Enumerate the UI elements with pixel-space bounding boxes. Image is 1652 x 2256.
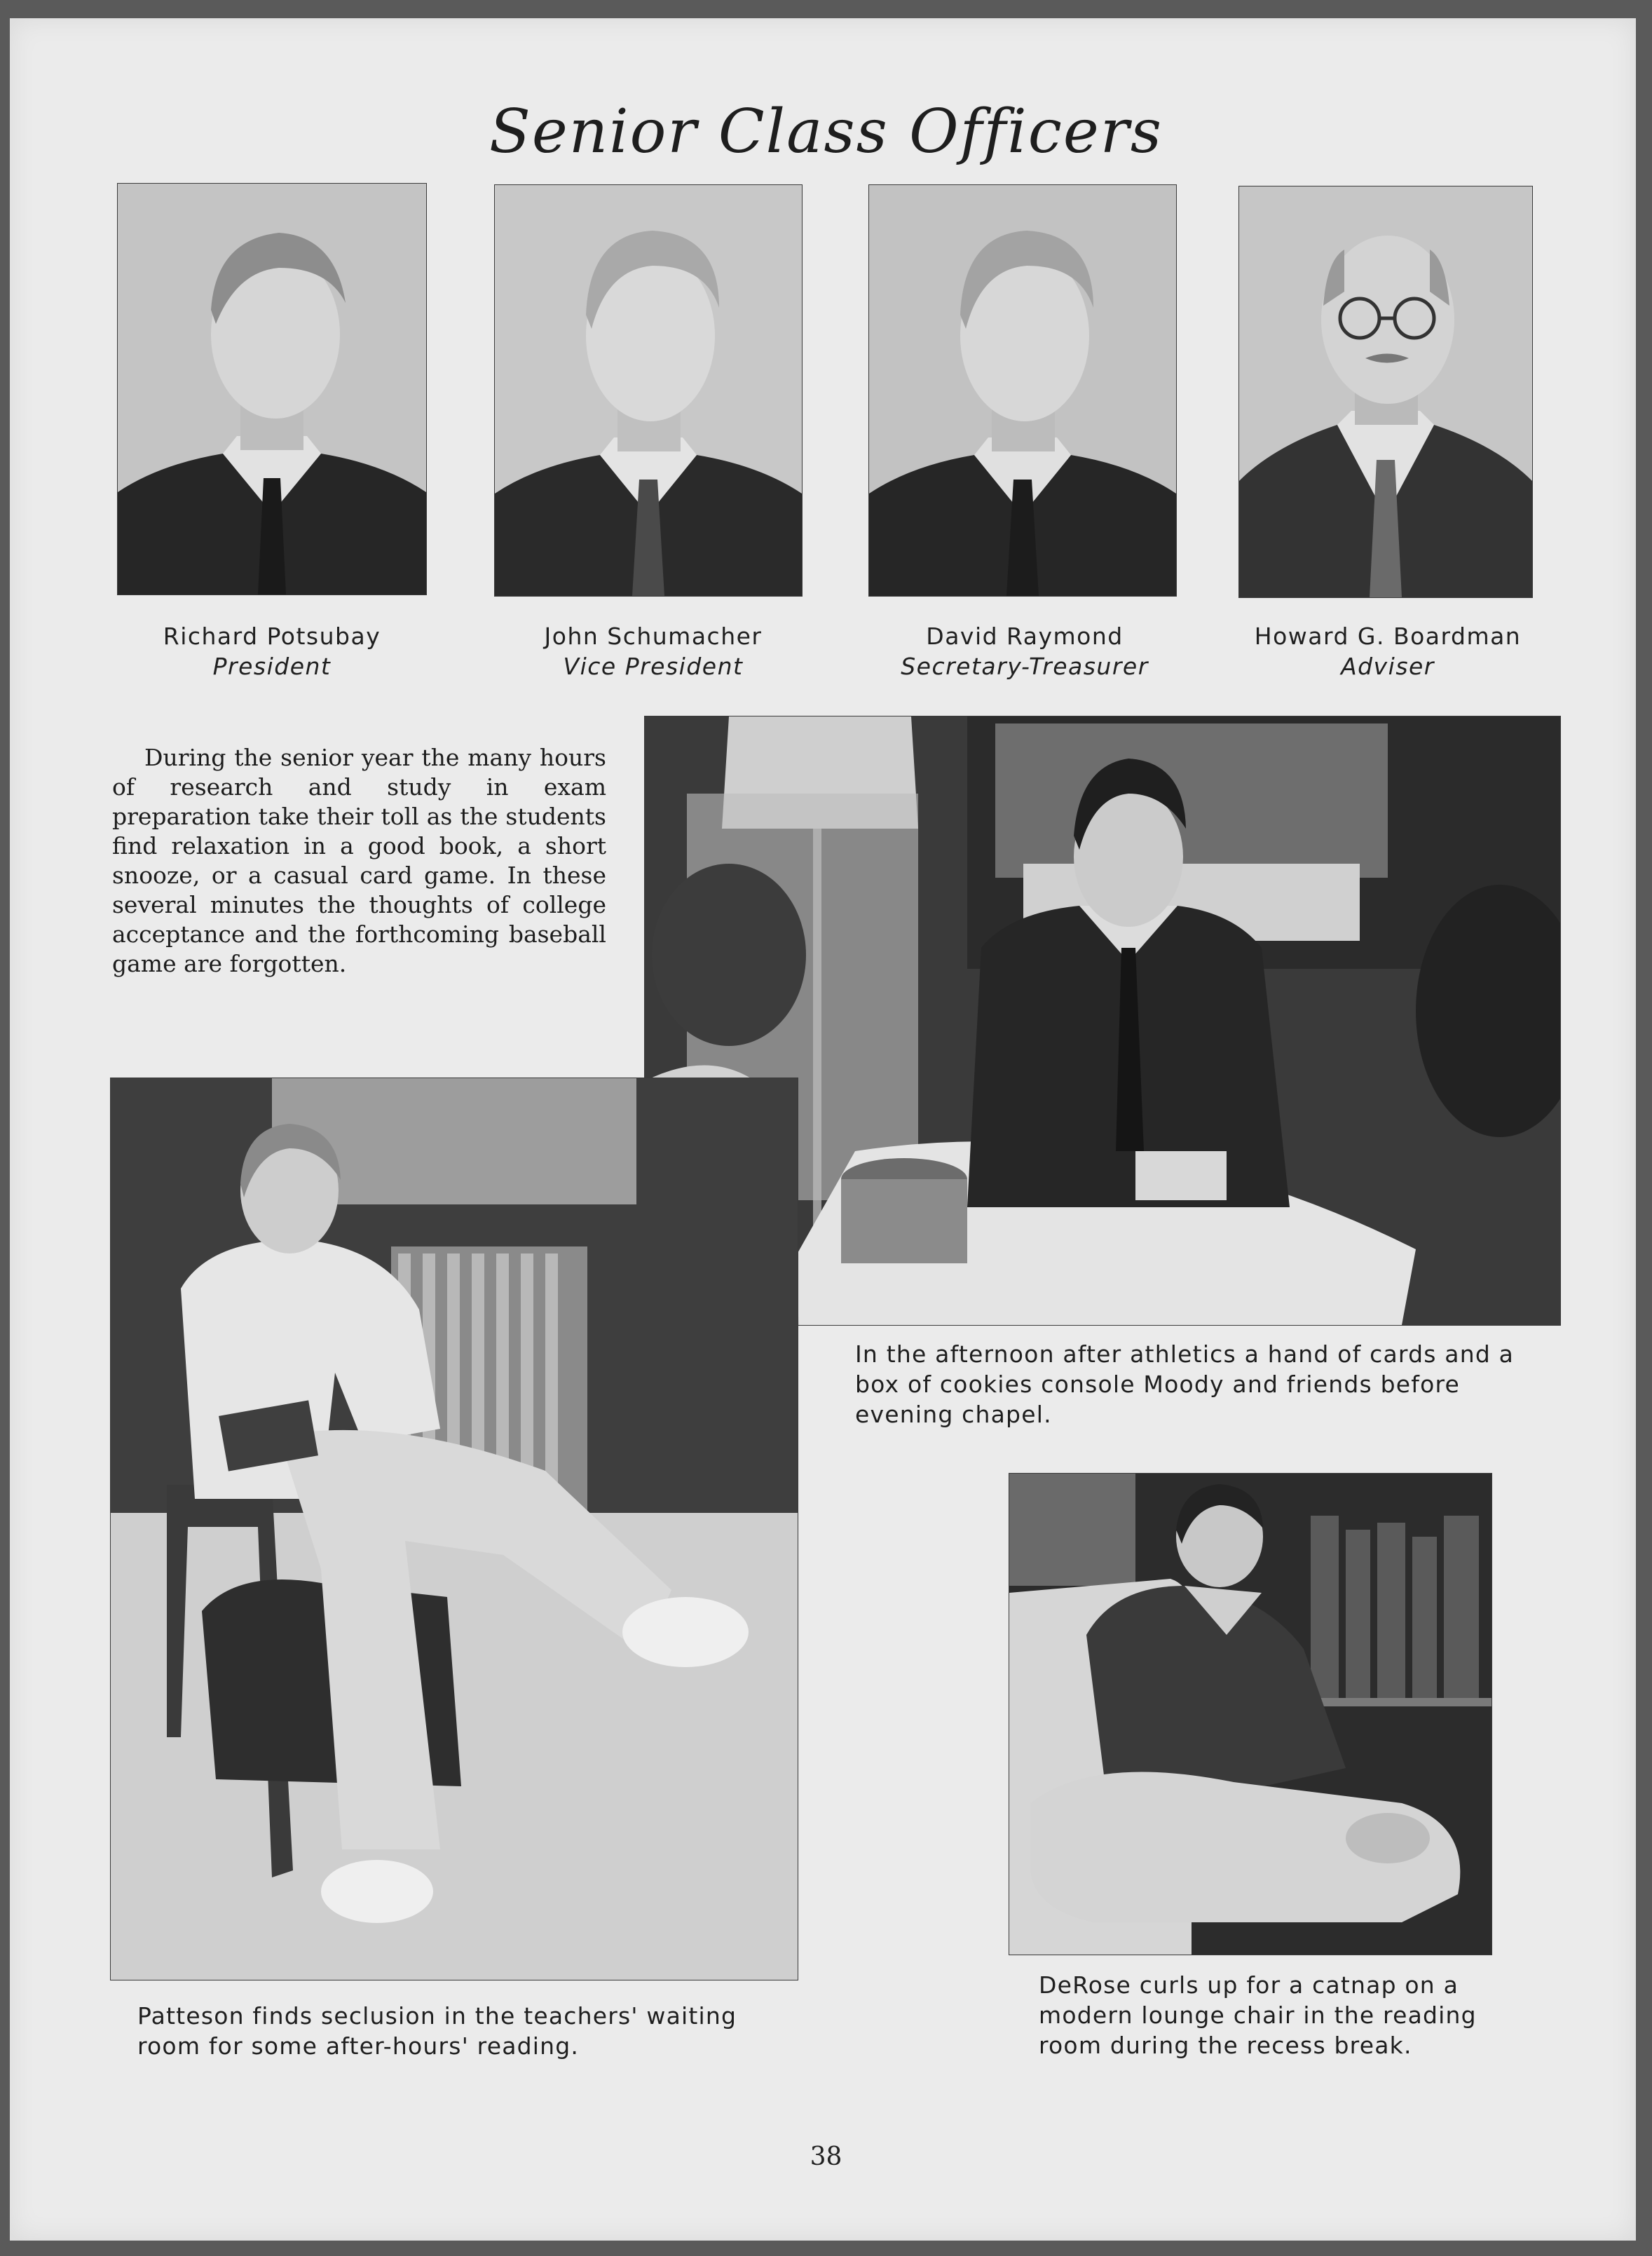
caption-reading: Patteson finds seclusion in the teachers' waiting room for some after-hours' reading. — [137, 2002, 737, 2060]
officer-role: Adviser — [1341, 653, 1435, 680]
photo-reading — [111, 1078, 798, 1980]
caption-card-game: In the afternoon after athletics a hand of cards and a box of cookies console Moody and friends before evening chapel. — [855, 1340, 1515, 1428]
page-number: 38 — [810, 2142, 842, 2171]
portrait-president — [118, 184, 426, 594]
officer-name: David Raymond — [926, 623, 1124, 650]
officer-role: President — [212, 653, 332, 680]
officer-role: Vice President — [563, 653, 744, 680]
portrait-adviser — [1239, 186, 1532, 597]
officer-name: Richard Potsubay — [163, 623, 381, 650]
portrait-secretary-treasurer — [869, 185, 1176, 596]
officer-name: Howard G. Boardman — [1254, 623, 1522, 650]
photo-nap — [1009, 1474, 1491, 1955]
intro-paragraph: During the senior year the many hours of research and study in exam preparation take their toll as the students find relaxation in a good book, a short snooze, or a casual card game. In these several minutes the thoughts of college acceptance and the forthcoming baseball game are forgotten. — [112, 744, 606, 977]
portrait-vice-president — [495, 185, 802, 596]
officer-name: John Schumacher — [544, 623, 763, 650]
caption-nap: DeRose curls up for a catnap on a modern lounge chair in the reading room during the recess break. — [1039, 1971, 1477, 2059]
page-title: Senior Class Officers — [489, 97, 1163, 167]
officer-role: Secretary-Treasurer — [901, 653, 1149, 680]
